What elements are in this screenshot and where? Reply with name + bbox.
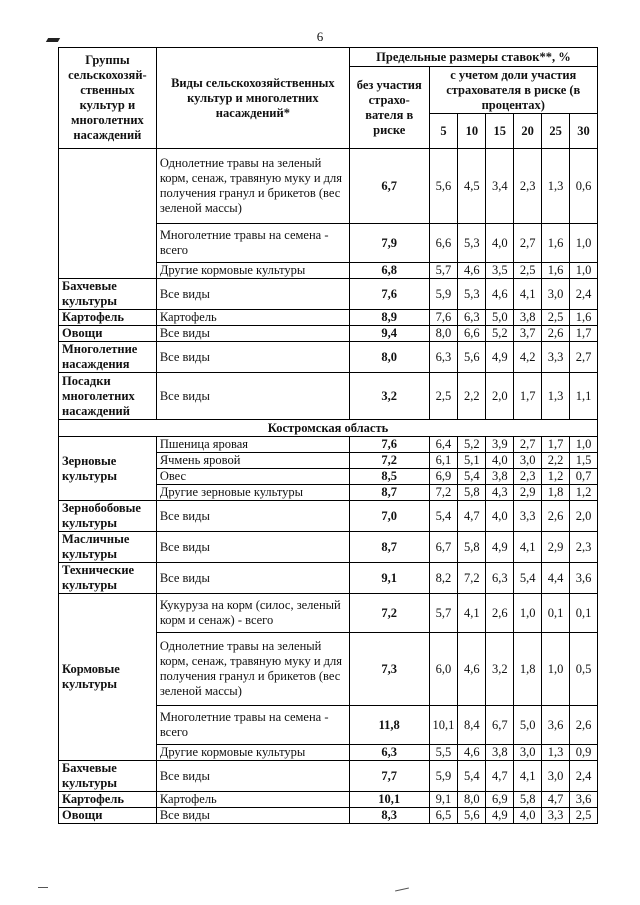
share-rate-cell: 0,7 [570,469,598,485]
share-rate-cell: 3,8 [514,310,542,326]
share-rate-cell: 4,6 [458,263,486,279]
share-rate-cell: 5,8 [458,485,486,501]
share-rate-cell: 4,9 [486,808,514,824]
share-rate-cell: 5,4 [458,761,486,792]
kind-cell: Все виды [156,563,349,594]
share-rate-cell: 5,4 [514,563,542,594]
share-rate-cell: 1,1 [570,373,598,420]
group-cell: Овощи [59,326,157,342]
kind-cell: Все виды [156,532,349,563]
share-rate-cell: 4,1 [514,532,542,563]
share-rate-cell: 3,5 [486,263,514,279]
share-rate-cell: 4,1 [514,279,542,310]
rate-cell: 6,7 [349,149,429,224]
header-share-level: 25 [542,114,570,149]
header-share-level: 10 [458,114,486,149]
rate-cell: 7,6 [349,437,429,453]
share-rate-cell: 2,3 [570,532,598,563]
region-title: Костромская область [59,420,598,437]
share-rate-cell: 2,7 [514,224,542,263]
table-row [59,279,598,310]
kind-cell: Картофель [156,792,349,808]
share-rate-cell: 3,7 [514,326,542,342]
scan-dash [38,887,48,888]
share-rate-cell: 1,6 [542,263,570,279]
share-rate-cell: 5,6 [458,342,486,373]
share-rate-cell: 5,7 [429,263,458,279]
share-rate-cell: 2,3 [514,149,542,224]
share-rate-cell: 6,6 [429,224,458,263]
rate-cell: 7,6 [349,279,429,310]
share-rate-cell: 3,3 [542,808,570,824]
table-row [59,437,598,453]
share-rate-cell: 4,6 [458,745,486,761]
share-rate-cell: 3,3 [542,342,570,373]
group-cell: Картофель [59,310,157,326]
share-rate-cell: 4,1 [458,594,486,633]
group-cell: Зернобобовые культуры [59,501,157,532]
share-rate-cell: 4,6 [486,279,514,310]
share-rate-cell: 4,0 [486,224,514,263]
share-rate-cell: 1,0 [570,263,598,279]
share-rate-cell: 1,7 [570,326,598,342]
share-rate-cell: 5,3 [458,224,486,263]
share-rate-cell: 2,2 [458,373,486,420]
header-kinds: Виды сельскохозяйственных культур и многолетних насаждений* [156,48,349,149]
share-rate-cell: 8,0 [429,326,458,342]
kind-cell: Ячмень яровой [156,453,349,469]
share-rate-cell: 1,5 [570,453,598,469]
share-rate-cell: 5,0 [514,706,542,745]
rate-cell: 7,9 [349,224,429,263]
share-rate-cell: 6,5 [429,808,458,824]
share-rate-cell: 4,3 [486,485,514,501]
group-cell: Масличные культуры [59,532,157,563]
share-rate-cell: 8,0 [458,792,486,808]
group-cell: Овощи [59,808,157,824]
share-rate-cell: 10,1 [429,706,458,745]
share-rate-cell: 2,2 [542,453,570,469]
share-rate-cell: 5,0 [486,310,514,326]
share-rate-cell: 5,6 [458,808,486,824]
share-rate-cell: 1,3 [542,745,570,761]
kind-cell: Однолетние травы на зеленый корм, сенаж, травяную муку и для получения гранул и брикетов (вес зеленой массы) [156,633,349,706]
page-number: 6 [316,29,324,44]
share-rate-cell: 2,5 [429,373,458,420]
share-rate-cell: 0,6 [570,149,598,224]
group-cell: Технические культуры [59,563,157,594]
share-rate-cell: 2,3 [514,469,542,485]
scan-dash [395,888,409,892]
share-rate-cell: 6,9 [486,792,514,808]
table-row [59,373,598,420]
kind-cell: Все виды [156,761,349,792]
table-row [59,532,598,563]
kind-cell: Однолетние травы на зеленый корм, сенаж, травяную муку и для получения гранул и брикетов (вес зеленой массы) [156,149,349,224]
share-rate-cell: 2,7 [514,437,542,453]
share-rate-cell: 3,6 [570,563,598,594]
share-rate-cell: 6,7 [486,706,514,745]
share-rate-cell: 5,4 [429,501,458,532]
rates-table [58,47,598,824]
share-rate-cell: 4,0 [486,453,514,469]
kind-cell: Картофель [156,310,349,326]
share-rate-cell: 1,3 [542,149,570,224]
share-rate-cell: 2,0 [570,501,598,532]
share-rate-cell: 4,9 [486,342,514,373]
share-rate-cell: 1,2 [542,469,570,485]
share-rate-cell: 1,3 [542,373,570,420]
share-rate-cell: 4,9 [486,532,514,563]
share-rate-cell: 3,0 [542,279,570,310]
kind-cell: Все виды [156,326,349,342]
kind-cell: Другие кормовые культуры [156,745,349,761]
share-rate-cell: 3,0 [514,453,542,469]
table-row [59,342,598,373]
header-share-level: 30 [570,114,598,149]
share-rate-cell: 2,6 [486,594,514,633]
kind-cell: Другие зерновые культуры [156,485,349,501]
share-rate-cell: 1,0 [570,224,598,263]
rate-cell: 10,1 [349,792,429,808]
rate-cell: 8,5 [349,469,429,485]
share-rate-cell: 2,6 [570,706,598,745]
rate-cell: 7,2 [349,453,429,469]
share-rate-cell: 3,3 [514,501,542,532]
share-rate-cell: 5,5 [429,745,458,761]
share-rate-cell: 3,8 [486,745,514,761]
share-rate-cell: 3,8 [486,469,514,485]
region-section [59,420,598,437]
kind-cell: Многолетние травы на семена - всего [156,224,349,263]
share-rate-cell: 3,2 [486,633,514,706]
header-share-level: 5 [429,114,458,149]
group-cell: Картофель [59,792,157,808]
share-rate-cell: 4,4 [542,563,570,594]
share-rate-cell: 3,6 [570,792,598,808]
kind-cell: Пшеница яровая [156,437,349,453]
kind-cell: Все виды [156,501,349,532]
share-rate-cell: 1,8 [514,633,542,706]
rate-cell: 7,7 [349,761,429,792]
share-rate-cell: 2,5 [514,263,542,279]
kind-cell: Все виды [156,808,349,824]
share-rate-cell: 2,5 [570,808,598,824]
share-rate-cell: 2,7 [570,342,598,373]
share-rate-cell: 4,7 [486,761,514,792]
share-rate-cell: 2,4 [570,761,598,792]
share-rate-cell: 4,1 [514,761,542,792]
table-row [59,310,598,326]
share-rate-cell: 1,7 [514,373,542,420]
share-rate-cell: 3,0 [542,761,570,792]
share-rate-cell: 1,8 [542,485,570,501]
group-cell: Зерновые культуры [59,437,157,501]
share-rate-cell: 0,1 [542,594,570,633]
share-rate-cell: 4,2 [514,342,542,373]
rate-cell: 9,1 [349,563,429,594]
share-rate-cell: 4,6 [458,633,486,706]
share-rate-cell: 1,2 [570,485,598,501]
table-row [59,326,598,342]
share-rate-cell: 9,1 [429,792,458,808]
share-rate-cell: 5,2 [486,326,514,342]
share-rate-cell: 0,1 [570,594,598,633]
table-header [59,48,598,149]
group-cell: Многолетние насаждения [59,342,157,373]
share-rate-cell: 6,9 [429,469,458,485]
share-rate-cell: 7,2 [458,563,486,594]
rate-cell: 9,4 [349,326,429,342]
share-rate-cell: 2,5 [542,310,570,326]
share-rate-cell: 4,7 [458,501,486,532]
kind-cell: Многолетние травы на семена - всего [156,706,349,745]
rate-cell: 6,3 [349,745,429,761]
rate-cell: 7,2 [349,594,429,633]
group-cell [59,149,157,279]
group-cell: Кормовые культуры [59,594,157,761]
share-rate-cell: 7,2 [429,485,458,501]
header-limits: Предельные размеры ставок**, % [349,48,597,67]
rate-cell: 6,8 [349,263,429,279]
share-rate-cell: 2,6 [542,501,570,532]
header-groups: Группы сельскохозяй-ственных культур и многолетних насаждений [59,48,157,149]
rate-cell: 11,8 [349,706,429,745]
share-rate-cell: 3,0 [514,745,542,761]
kind-cell: Все виды [156,342,349,373]
header-share-level: 20 [514,114,542,149]
rate-cell: 7,3 [349,633,429,706]
share-rate-cell: 6,0 [429,633,458,706]
share-rate-cell: 1,0 [514,594,542,633]
header-share-level: 15 [486,114,514,149]
group-cell: Бахчевые культуры [59,761,157,792]
rate-cell: 3,2 [349,373,429,420]
share-rate-cell: 4,5 [458,149,486,224]
share-rate-cell: 6,4 [429,437,458,453]
share-rate-cell: 6,6 [458,326,486,342]
group-cell: Посадки многолетних насаждений [59,373,157,420]
share-rate-cell: 1,0 [570,437,598,453]
share-rate-cell: 4,7 [542,792,570,808]
kind-cell: Все виды [156,373,349,420]
share-rate-cell: 3,4 [486,149,514,224]
rate-cell: 8,3 [349,808,429,824]
scan-mark [46,38,60,42]
share-rate-cell: 0,9 [570,745,598,761]
share-rate-cell: 3,6 [542,706,570,745]
share-rate-cell: 5,9 [429,279,458,310]
share-rate-cell: 5,9 [429,761,458,792]
share-rate-cell: 5,7 [429,594,458,633]
rate-cell: 8,0 [349,342,429,373]
share-rate-cell: 6,1 [429,453,458,469]
share-rate-cell: 5,4 [458,469,486,485]
share-rate-cell: 2,0 [486,373,514,420]
rate-cell: 7,0 [349,501,429,532]
share-rate-cell: 2,9 [514,485,542,501]
share-rate-cell: 5,8 [458,532,486,563]
table-row [59,808,598,824]
table-row [59,149,598,224]
share-rate-cell: 3,9 [486,437,514,453]
share-rate-cell: 5,6 [429,149,458,224]
share-rate-cell: 6,3 [486,563,514,594]
share-rate-cell: 5,3 [458,279,486,310]
table-row [59,594,598,633]
header-no-share: без участия страхо-вателя в риске [349,67,429,149]
share-rate-cell: 8,4 [458,706,486,745]
share-rate-cell: 4,0 [486,501,514,532]
share-rate-cell: 2,9 [542,532,570,563]
share-rate-cell: 1,7 [542,437,570,453]
share-rate-cell: 7,6 [429,310,458,326]
share-rate-cell: 5,2 [458,437,486,453]
rate-cell: 8,7 [349,532,429,563]
table-row [59,792,598,808]
kind-cell: Овес [156,469,349,485]
share-rate-cell: 4,0 [514,808,542,824]
group-cell: Бахчевые культуры [59,279,157,310]
share-rate-cell: 6,3 [458,310,486,326]
kind-cell: Другие кормовые культуры [156,263,349,279]
share-rate-cell: 2,4 [570,279,598,310]
share-rate-cell: 5,8 [514,792,542,808]
share-rate-cell: 5,1 [458,453,486,469]
header-share: с учетом доли участия страхователя в риске (в процентах) [429,67,597,114]
table-row [59,501,598,532]
share-rate-cell: 1,6 [542,224,570,263]
rate-cell: 8,7 [349,485,429,501]
share-rate-cell: 1,6 [570,310,598,326]
table-body-1 [59,149,598,420]
table-row [59,761,598,792]
table-row [59,563,598,594]
kind-cell: Все виды [156,279,349,310]
share-rate-cell: 0,5 [570,633,598,706]
share-rate-cell: 8,2 [429,563,458,594]
rate-cell: 8,9 [349,310,429,326]
share-rate-cell: 1,0 [542,633,570,706]
kind-cell: Кукуруза на корм (силос, зеленый корм и сенаж) - всего [156,594,349,633]
table-body-2 [59,437,598,824]
share-rate-cell: 2,6 [542,326,570,342]
share-rate-cell: 6,7 [429,532,458,563]
share-rate-cell: 6,3 [429,342,458,373]
